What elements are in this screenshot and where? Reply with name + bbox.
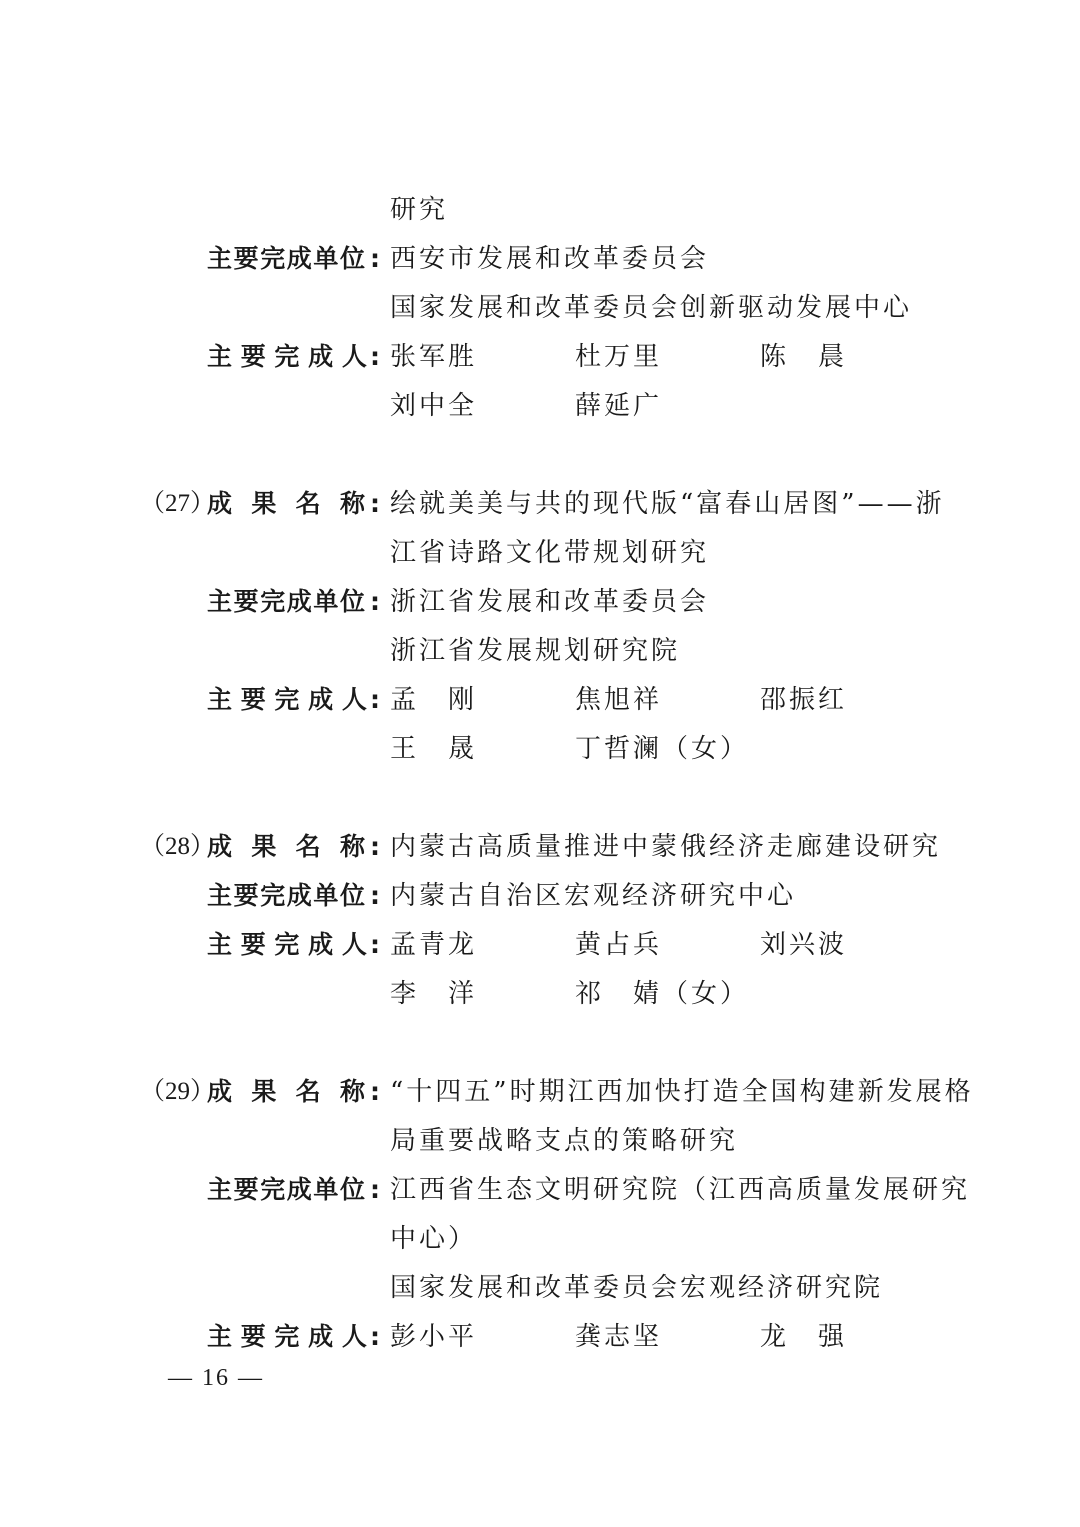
result-name-label: 成 果 名 称 bbox=[207, 832, 365, 861]
person: 刘中全 bbox=[390, 391, 478, 421]
page-number: — 16 — bbox=[168, 1365, 264, 1391]
person: 孟青龙 bbox=[390, 930, 478, 960]
entry-number: （28） bbox=[140, 833, 216, 860]
unit-value: 国家发展和改革委员会创新驱动发展中心 bbox=[390, 293, 913, 323]
result-name-label: 成 果 名 称 bbox=[207, 1077, 365, 1106]
result-name-value: 内蒙古高质量推进中蒙俄经济走廊建设研究 bbox=[390, 832, 942, 862]
person: 陈 晨 bbox=[760, 342, 848, 372]
colon: : bbox=[370, 489, 380, 518]
person: 杜万里 bbox=[575, 342, 663, 372]
people-label: 主 要 完 成 人 bbox=[207, 1322, 367, 1351]
unit-value: 内蒙古自治区宏观经济研究中心 bbox=[390, 881, 797, 911]
person: 薛延广 bbox=[575, 391, 663, 421]
unit-value: 中心） bbox=[390, 1224, 478, 1254]
people-label: 主 要 完 成 人 bbox=[207, 685, 367, 714]
unit-value: 浙江省发展和改革委员会 bbox=[390, 587, 710, 617]
person: 刘兴波 bbox=[760, 930, 848, 960]
unit-value: 浙江省发展规划研究院 bbox=[390, 636, 681, 666]
unit-label: 主要完成单位 bbox=[207, 587, 365, 616]
result-name-continuation: 研究 bbox=[390, 195, 449, 225]
result-name-value: 绘就美美与共的现代版“富春山居图”——浙 bbox=[390, 489, 945, 519]
person: 孟 刚 bbox=[390, 685, 478, 715]
person: 祁 婧（女） bbox=[575, 979, 750, 1009]
colon: : bbox=[370, 881, 380, 910]
person: 李 洋 bbox=[390, 979, 478, 1009]
people-label: 主 要 完 成 人 bbox=[207, 930, 367, 959]
person: 彭小平 bbox=[390, 1322, 478, 1352]
person: 龚志坚 bbox=[575, 1322, 663, 1352]
people-label: 主 要 完 成 人 bbox=[207, 342, 367, 371]
person: 王 晟 bbox=[390, 734, 478, 764]
colon: : bbox=[370, 587, 380, 616]
unit-label: 主要完成单位 bbox=[207, 244, 365, 273]
unit-label: 主要完成单位 bbox=[207, 1175, 365, 1204]
result-name-value: 局重要战略支点的策略研究 bbox=[390, 1126, 739, 1156]
person: 丁哲澜（女） bbox=[575, 734, 750, 764]
colon: : bbox=[370, 244, 380, 273]
colon: : bbox=[370, 1322, 380, 1351]
colon: : bbox=[370, 930, 380, 959]
unit-value: 江西省生态文明研究院（江西高质量发展研究 bbox=[390, 1175, 971, 1205]
result-name-value: 江省诗路文化带规划研究 bbox=[390, 538, 710, 568]
colon: : bbox=[370, 832, 380, 861]
entry-number: （27） bbox=[140, 490, 216, 517]
person: 焦旭祥 bbox=[575, 685, 663, 715]
colon: : bbox=[370, 342, 380, 371]
colon: : bbox=[370, 1175, 380, 1204]
person: 龙 强 bbox=[760, 1322, 848, 1352]
unit-value: 国家发展和改革委员会宏观经济研究院 bbox=[390, 1273, 884, 1303]
colon: : bbox=[370, 1077, 380, 1106]
result-name-label: 成 果 名 称 bbox=[207, 489, 365, 518]
colon: : bbox=[370, 685, 380, 714]
unit-value: 西安市发展和改革委员会 bbox=[390, 244, 710, 274]
person: 邵振红 bbox=[760, 685, 848, 715]
person: 黄占兵 bbox=[575, 930, 663, 960]
result-name-value: “十四五”时期江西加快打造全国构建新发展格 bbox=[390, 1077, 974, 1107]
entry-number: （29） bbox=[140, 1078, 216, 1105]
unit-label: 主要完成单位 bbox=[207, 881, 365, 910]
person: 张军胜 bbox=[390, 342, 478, 372]
